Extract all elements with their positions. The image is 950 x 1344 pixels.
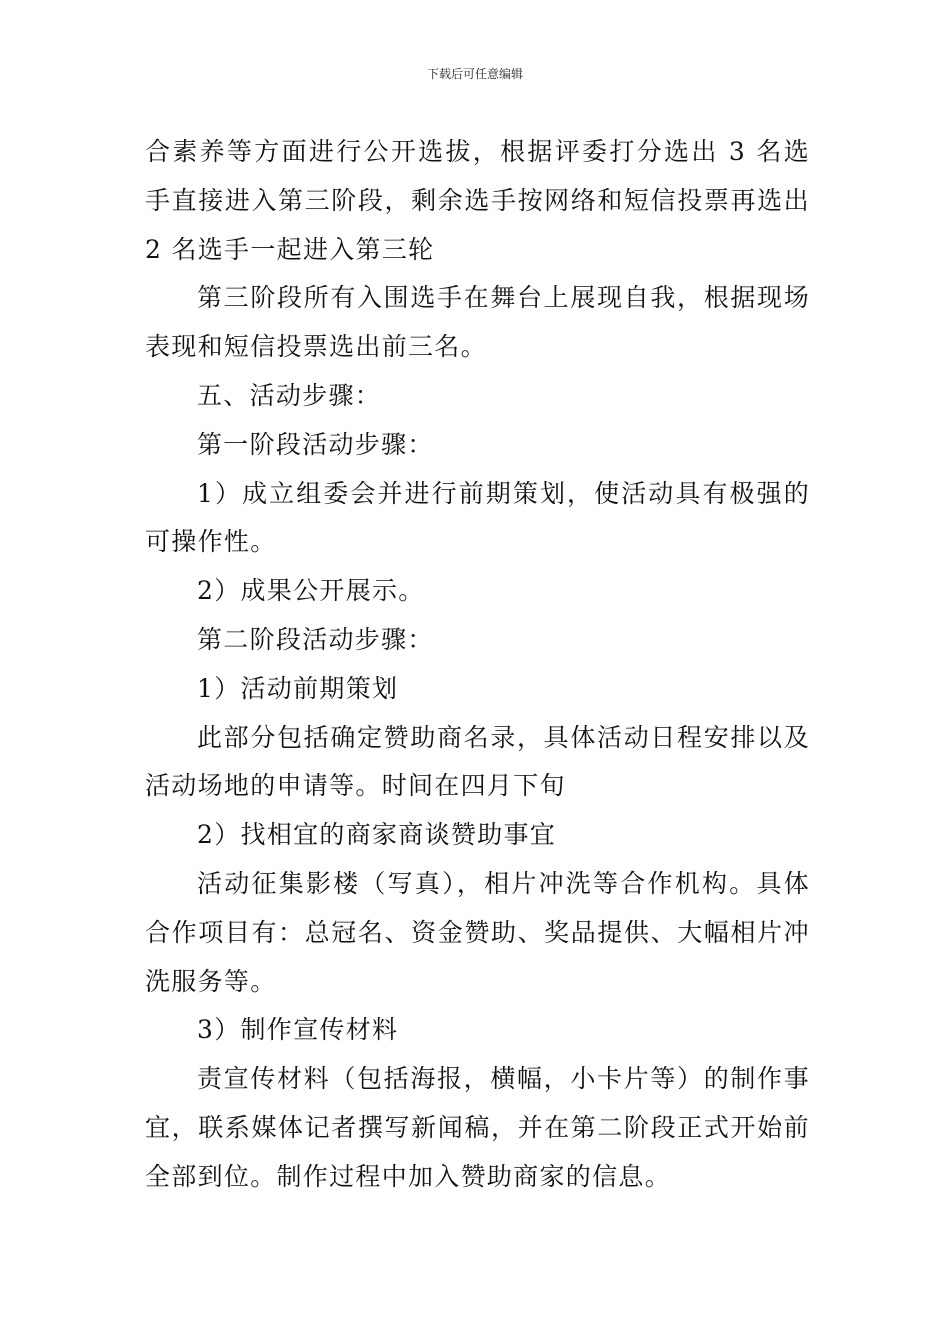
paragraph-materials-details: 责宣传材料（包括海报，横幅，小卡片等）的制作事宜，联系媒体记者撰写新闻稿，并在第二阶段正式开始前全部到位。制作过程中加入赞助商家的信息。: [145, 1064, 810, 1191]
subheading-stage-two-steps: 第二阶段活动步骤：: [197, 624, 434, 654]
page-header-note: 下载后可任意编辑: [426, 67, 523, 81]
paragraph-planning-details: 此部分包括确定赞助商名录，具体活动日程安排以及活动场地的申请等。时间在四月下旬: [145, 722, 810, 801]
section-heading-activity-steps: 五、活动步骤：: [197, 380, 382, 410]
paragraph-selection-criteria: 合素养等方面进行公开选拔，根据评委打分选出 3 名选手直接进入第三阶段，剩余选手按网络和短信投票再选出 2 名选手一起进入第三轮: [145, 137, 810, 264]
list-item-stage-two-3: 3）制作宣传材料: [197, 1015, 399, 1045]
paragraph-stage-three: 第三阶段所有入围选手在舞台上展现自我，根据现场表现和短信投票选出前三名。: [145, 283, 810, 362]
list-item-stage-one-2: 2）成果公开展示。: [197, 576, 425, 606]
paragraph-sponsor-details: 活动征集影楼（写真），相片冲洗等合作机构。具体合作项目有：总冠名、资金赞助、奖品提供、大幅相片冲洗服务等。: [145, 868, 810, 996]
document-body: [145, 128, 810, 1202]
list-item-stage-two-1: 1）活动前期策划: [197, 673, 399, 703]
list-item-stage-one-1: 1）成立组委会并进行前期策划，使活动具有极强的可操作性。: [145, 478, 810, 557]
subheading-stage-one-steps: 第一阶段活动步骤：: [197, 429, 434, 459]
list-item-stage-two-2: 2）找相宜的商家商谈赞助事宜: [197, 820, 557, 850]
